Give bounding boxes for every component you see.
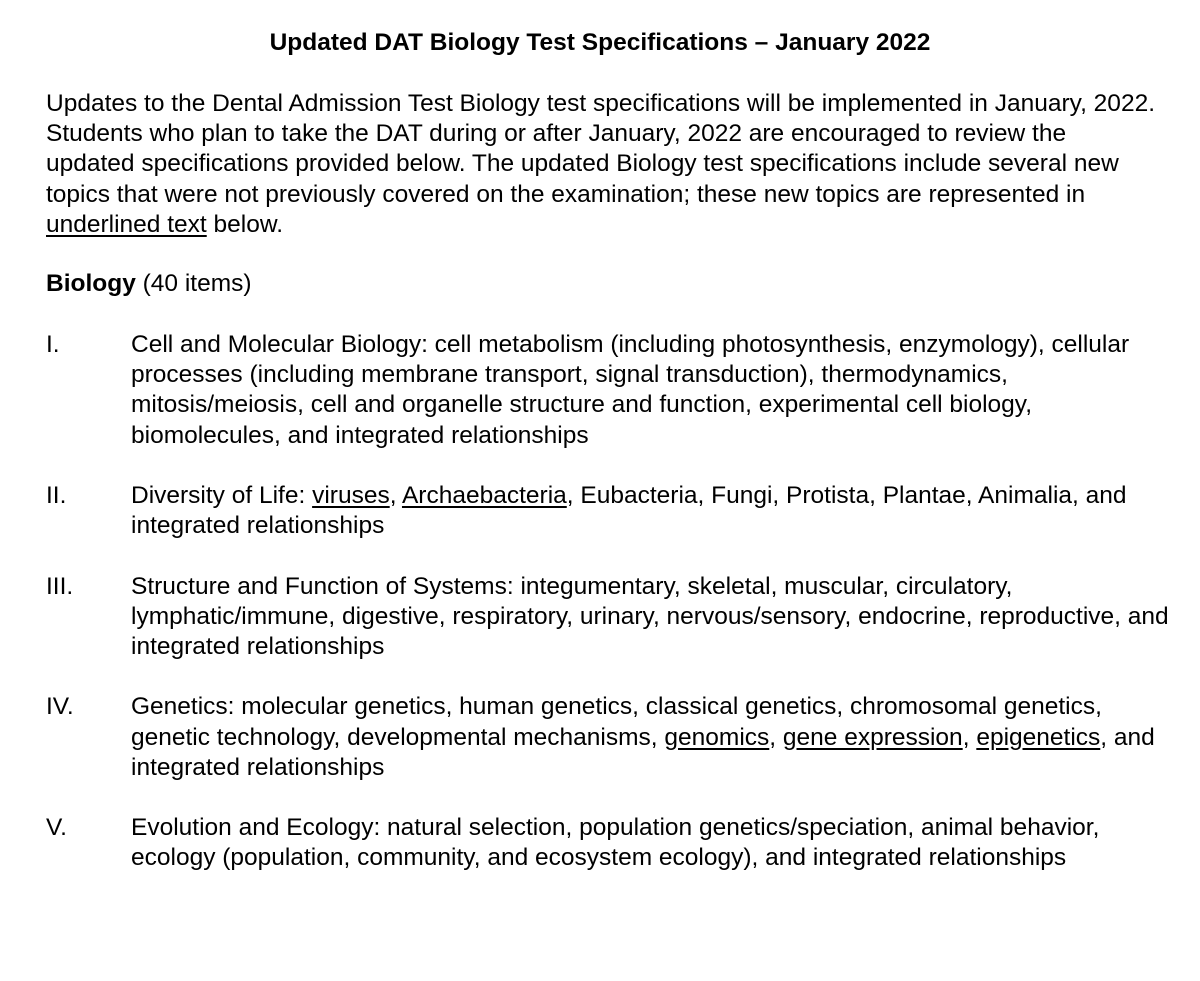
underlined-topic: epigenetics (976, 723, 1101, 751)
intro-text: Updates to the Dental Admission Test Biology test specifications will be implemented in January, 2022. Students who plan to take the DAT during or after January, 2022 are encouraged to review the updated specifications provided below. The updated Biology test specifications include several new topics that were not previously covered on the examination; these new topics are represented in (46, 90, 1155, 208)
list-item-number: V. (46, 814, 67, 842)
text-segment: Diversity of Life: (131, 482, 313, 509)
text-segment: Genetics: molecular genetics, human genetics, classical genetics, chromosomal genetics, genetic technology, developmental mechanisms, (131, 693, 1102, 751)
list-item-text: Evolution and Ecology: natural selection, population genetics/speciation, animal behavior, ecology (population, community, and ecosystem ecology), and integrated relationships (131, 814, 1100, 872)
list-item-number: III. (46, 572, 74, 600)
intro-paragraph (46, 89, 1156, 240)
text-segment: , (389, 482, 402, 509)
list-item (46, 330, 1176, 451)
intro-text-end: below. (206, 210, 284, 238)
intro-underlined-text: underlined text (46, 210, 207, 238)
list-item (46, 813, 1176, 873)
underlined-topic: genomics (664, 723, 770, 751)
list-item (46, 692, 1176, 783)
list-item-number: II. (46, 482, 67, 509)
list-item (46, 572, 1176, 663)
underlined-topic: viruses (312, 482, 390, 509)
list-item-number: IV. (46, 693, 74, 721)
list-item (46, 481, 1176, 541)
section-heading-count: (40 items) (135, 270, 252, 297)
list-item-text (131, 692, 1176, 783)
list-item-text (131, 481, 1176, 541)
text-segment: , (769, 723, 783, 751)
text-segment: , Eubacteria, Fungi, Protista, Plantae, Animalia, and integrated relationships (131, 482, 1127, 540)
text-segment: , and integrated relationships (131, 723, 1155, 781)
topic-list (46, 330, 1176, 874)
list-item-text: Structure and Function of Systems: integumentary, skeletal, muscular, circulatory, lymphatic/immune, digestive, respiratory, urinary, nervous/sensory, endocrine, reproductive, and integrated relationships (131, 572, 1169, 660)
text-segment: , (962, 723, 977, 751)
section-heading (46, 269, 252, 299)
list-item-number: I. (46, 331, 60, 358)
list-item-text: Cell and Molecular Biology: cell metabolism (including photosynthesis, enzymology), cellular processes (including membrane transport, signal transduction), thermodynamics, mitosis/meiosis, cell and organelle structure and function, experimental cell biology, biomolecules, and integrated relationships (131, 331, 1130, 449)
underlined-topic: gene expression (782, 723, 963, 751)
section-heading-bold: Biology (46, 270, 136, 297)
underlined-topic: Archaebacteria (401, 482, 567, 509)
document-title: Updated DAT Biology Test Specifications – January 2022 (269, 29, 931, 56)
